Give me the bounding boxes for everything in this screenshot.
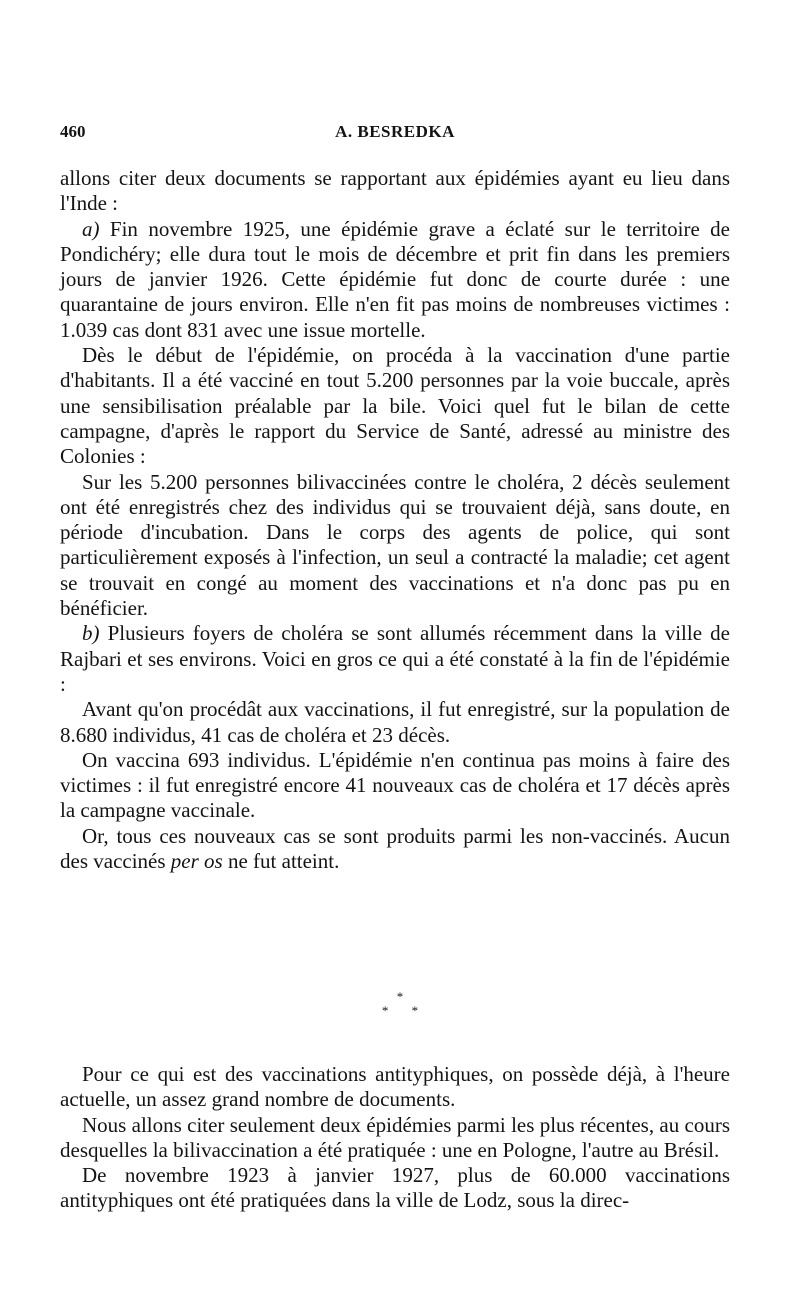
paragraph-results: Sur les 5.200 personnes bilivaccinées contre le choléra, 2 décès seulement ont été enregistrés chez des individus qui se trouvaient déjà, sans doute, en période d'incubation. Dans le corps des agents de police, qui sont particulièrement exposés à l'infection, un seul a contracté la maladie; cet agent se trouvait en congé au moment des vaccinations et n'a donc pas pu en bénéficier. (60, 469, 730, 621)
running-head: A. BESREDKA (335, 122, 455, 141)
main-text-section (60, 166, 730, 874)
paragraph-pondichery-text: Fin novembre 1925, une épidémie grave a éclaté sur le territoire de Pondichéry; elle dura tout le mois de décembre et prit fin dans les premiers jours de janvier 1926. Cette épidémie fut donc de courte durée : une quarantaine de jours environ. Elle n'en fit pas moins de nombreuses victimes : 1.039 cas dont 831 avec une issue mortelle. (60, 216, 730, 342)
separator-asterisks-bottom: * * (381, 1003, 429, 1018)
paragraph-conclusion (60, 824, 730, 875)
paragraph-before-vaccination: Avant qu'on procédât aux vaccinations, il fut enregistré, sur la population de 8.680 individus, 41 cas de choléra et 23 décès. (60, 697, 730, 747)
paragraph-rajbari-text: Plusieurs foyers de choléra se sont allumés récemment dans la ville de Rajbari et ses environs. Voici en gros ce qui a été constaté à la fin de l'épidémie : (60, 621, 730, 696)
paragraph-after-vaccination: On vaccina 693 individus. L'épidémie n'en continua pas moins à faire des victimes : il fut enregistré encore 41 nouveaux cas de choléra et 17 décès après la campagne vaccinale. (60, 747, 730, 823)
separator-asterisk-top: * (396, 989, 414, 1004)
item-label-b: b) (82, 621, 100, 646)
conclusion-text-start: Or, tous ces nouveaux cas se sont produits parmi les non-vaccinés. Aucun des vaccinés (60, 823, 730, 874)
section-separator (360, 990, 440, 1026)
paragraph-epidemics: Nous allons citer seulement deux épidémies parmi les plus récentes, au cours desquelles la bilivaccination a été pratiquée : une en Pologne, l'autre au Brésil. (60, 1112, 730, 1162)
page-number: 460 (60, 122, 86, 141)
item-label-a: a) (82, 216, 100, 241)
paragraph-lodz: De novembre 1923 à janvier 1927, plus de 60.000 vaccinations antityphiques ont été pratiquées dans la ville de Lodz, sous la direc- (60, 1163, 730, 1213)
paragraph-antityphoid: Pour ce qui est des vaccinations antityphiques, on possède déjà, à l'heure actuelle, un assez grand nombre de documents. (60, 1062, 730, 1112)
conclusion-text-end: ne fut atteint. (222, 849, 340, 874)
second-text-section (60, 1062, 730, 1214)
paragraph-pondichery (60, 217, 730, 343)
conclusion-italic-term: per os (170, 849, 223, 874)
page-header (60, 122, 730, 146)
paragraph-rajbari (60, 621, 730, 697)
paragraph-vaccination: Dès le début de l'épidémie, on procéda à la vaccination d'une partie d'habitants. Il a été vacciné en tout 5.200 personnes par la voie buccale, après une sensibilisation préalable par la bile. Voici quel fut le bilan de cette campagne, d'après le rapport du Service de Santé, adressé au ministre des Colonies : (60, 343, 730, 469)
paragraph-intro: allons citer deux documents se rapportant aux épidémies ayant eu lieu dans l'Inde : (60, 166, 730, 216)
